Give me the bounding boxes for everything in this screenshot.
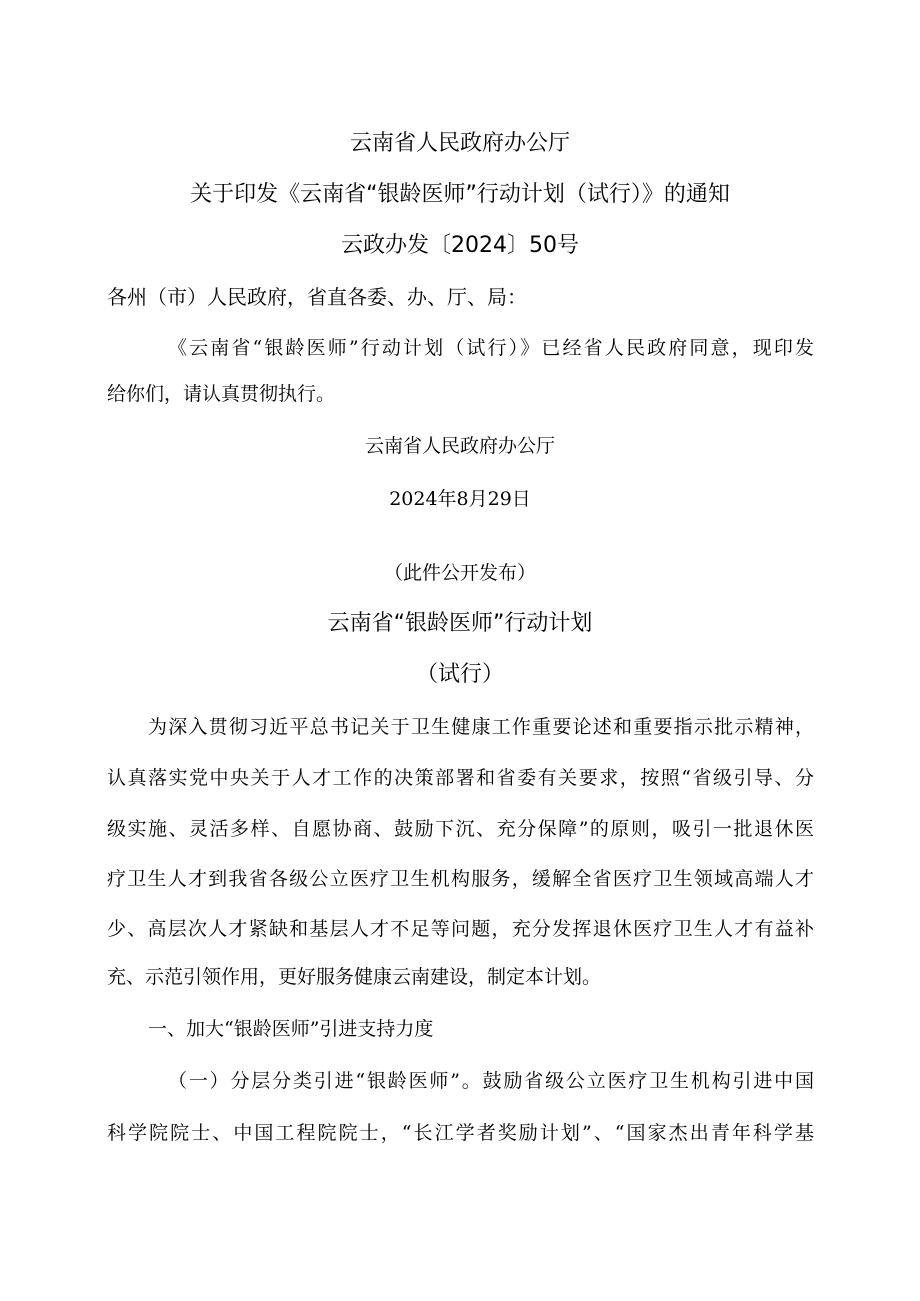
publication-note: （此件公开发布） [383, 562, 536, 584]
plan-subtitle: （试行） [415, 662, 504, 687]
intro-line: 疗卫生人才到我省各级公立医疗卫生机构服务，缓解全省医疗卫生领域高端人才 [107, 868, 814, 890]
signature: 云南省人民政府办公厅 [364, 435, 555, 457]
notice-body-line-1: 《云南省“银龄医师”行动计划（试行）》已经省人民政府同意，现印发 [168, 337, 814, 359]
section-item-line: 科学院院士、中国工程院院士，“长江学者奖励计划”、“国家杰出青年科学基 [107, 1122, 814, 1144]
addressee: 各州（市）人民政府，省直各委、办、厅、局： [107, 285, 527, 309]
section-item-line: （一）分层分类引进“银龄医师”。鼓励省级公立医疗卫生机构引进中国 [168, 1070, 814, 1092]
document-number: 云政办发〔2024〕50号 [341, 233, 579, 258]
intro-line: 为深入贯彻习近平总书记关于卫生健康工作重要论述和重要指示批示精神， [148, 716, 814, 738]
intro-line: 少、高层次人才紧缺和基层人才不足等问题，充分发挥退休医疗卫生人才有益补 [107, 918, 814, 940]
intro-line: 级实施、灵活多样、自愿协商、鼓励下沉、充分保障”的原则，吸引一批退休医 [107, 818, 814, 840]
intro-line: 认真落实党中央关于人才工作的决策部署和省委有关要求，按照“省级引导、分 [107, 767, 814, 789]
plan-title: 云南省“银龄医师”行动计划 [327, 611, 593, 636]
notice-body-line-2: 给你们，请认真贯彻执行。 [107, 383, 336, 405]
issuer-heading: 云南省人民政府办公厅 [349, 131, 570, 156]
intro-line: 充、示范引领作用，更好服务健康云南建设，制定本计划。 [107, 966, 602, 988]
section-heading: 一、加大“银龄医师”引进支持力度 [148, 1018, 434, 1040]
notice-title: 关于印发《云南省“银龄医师”行动计划（试行）》的通知 [190, 182, 730, 207]
issue-date: 2024年8月29日 [389, 488, 531, 510]
